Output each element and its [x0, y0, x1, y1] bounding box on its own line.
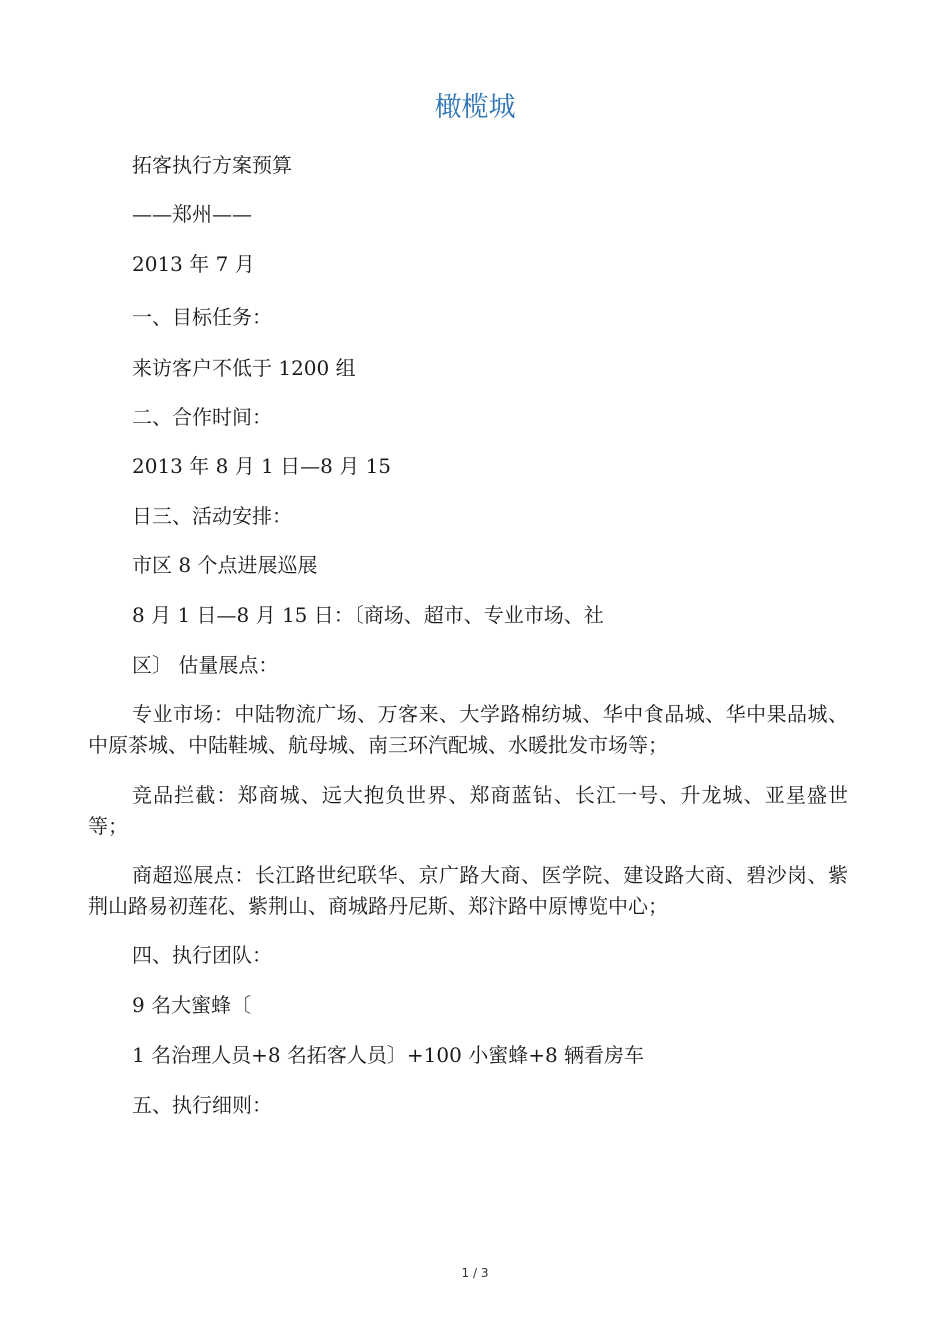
- mall-paragraph: 商超巡展点：长江路世纪联华、京广路大商、医学院、建设路大商、碧沙岗、紫荆山路易初莲花、紫荆山、商城路丹尼斯、郑汴路中原博览中心；: [88, 863, 848, 918]
- time-text: 2013 年 8 月 1 日—8 月 15: [132, 454, 392, 478]
- section-heading-goals: 一、目标任务：: [132, 305, 272, 329]
- competitor-paragraph: 竞品拦截：郑商城、远大抱负世界、郑商蓝钻、长江一号、升龙城、亚星盛世等；: [88, 783, 848, 838]
- team-text-2: 1 名治理人员+8 名拓客人员〕+100 小蜜蜂+8 辆看房车: [132, 1043, 645, 1067]
- page-number: 1 / 3: [461, 1266, 489, 1280]
- document-subtitle: 拓客执行方案预算: [132, 153, 292, 177]
- document-title: 橄榄城: [434, 92, 516, 123]
- section-heading-activities: 日三、活动安排：: [132, 504, 292, 528]
- date-line: 2013 年 7 月: [132, 252, 255, 276]
- section-heading-details: 五、执行细则：: [132, 1093, 272, 1117]
- activities-text-1: 市区 8 个点进展巡展: [132, 553, 318, 577]
- city-line: ——郑州——: [132, 202, 252, 226]
- section-heading-team: 四、执行团队：: [132, 943, 272, 967]
- goals-text: 来访客户不低于 1200 组: [132, 356, 356, 380]
- activities-text-3: 区〕 估量展点：: [132, 653, 279, 677]
- activities-text-2: 8 月 1 日—8 月 15 日：〔商场、超市、专业市场、社: [132, 603, 604, 627]
- team-text-1: 9 名大蜜蜂〔: [132, 993, 252, 1017]
- market-paragraph: 专业市场：中陆物流广场、万客来、大学路棉纺城、华中食品城、华中果品城、中原茶城、中陆鞋城、航母城、南三环汽配城、水暖批发市场等；: [88, 702, 848, 757]
- section-heading-time: 二、合作时间：: [132, 405, 272, 429]
